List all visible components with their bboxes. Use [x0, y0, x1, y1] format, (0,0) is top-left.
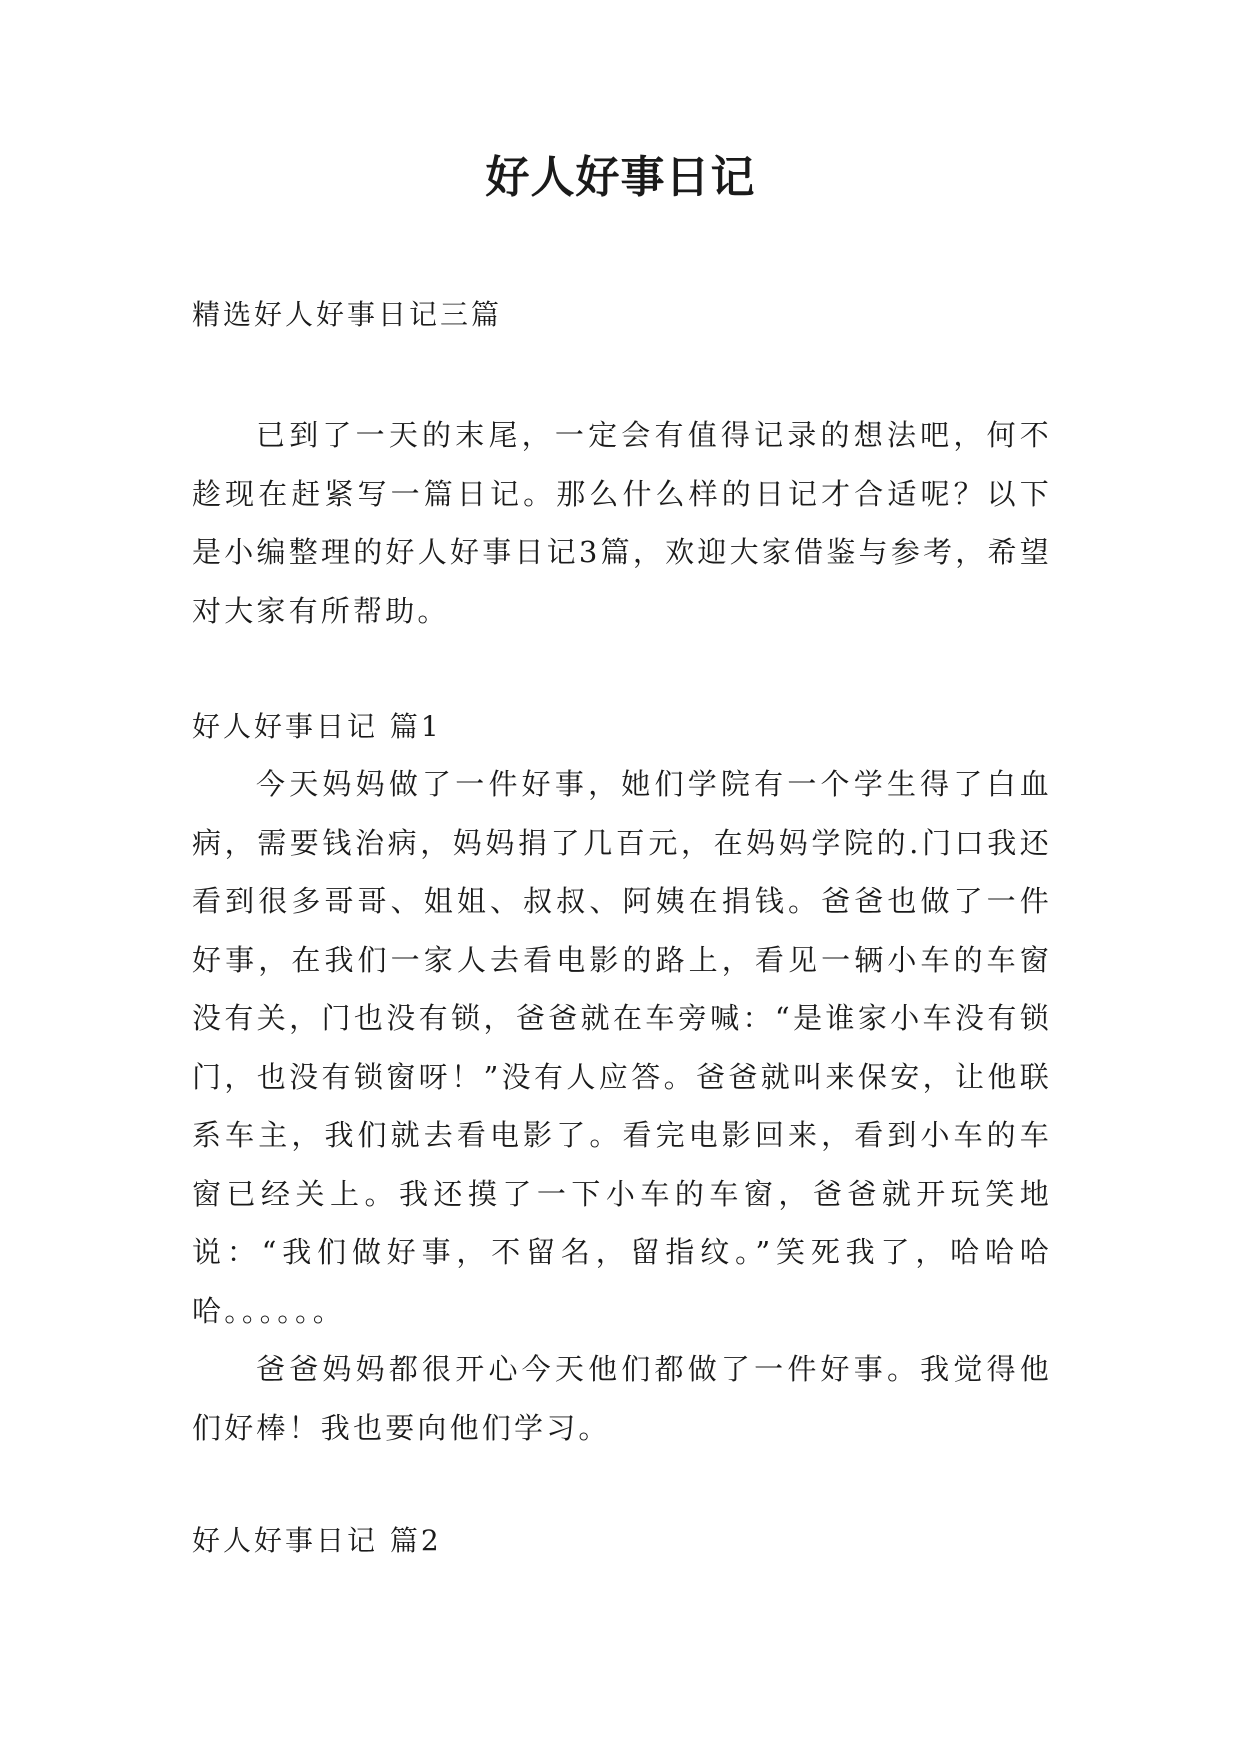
- section-heading-2: 好人好事日记 篇2: [192, 1524, 442, 1557]
- section-1-paragraph-2: 爸爸妈妈都很开心今天他们都做了一件好事。我觉得他们好棒！我也要向他们学习。: [192, 1352, 1052, 1445]
- section-1-paragraph-1: 今天妈妈做了一件好事，她们学院有一个学生得了白血病，需要钱治病，妈妈捐了几百元，在妈妈学院的.门口我还看到很多哥哥、姐姐、叔叔、阿姨在捐钱。爸爸也做了一件好事，在我们一家人去看电影的路上，看见一辆小车的车窗没有关，门也没有锁，爸爸就在车旁喊：“是谁家小车没有锁门，也没有锁窗呀！”没有人应答。爸爸就叫来保安，让他联系车主，我们就去看电影了。看完电影回来，看到小车的车窗已经关上。我还摸了一下小车的车窗，爸爸就开玩笑地说：“我们做好事，不留名，留指纹。”笑死我了，哈哈哈哈。。。。。。: [192, 767, 1052, 1328]
- document-title: 好人好事日记: [485, 152, 756, 203]
- intro-paragraph: 已到了一天的末尾，一定会有值得记录的想法吧，何不趁现在赶紧写一篇日记。那么什么样的日记才合适呢？以下是小编整理的好人好事日记3篇，欢迎大家借鉴与参考，希望对大家有所帮助。: [192, 418, 1052, 628]
- section-heading-1: 好人好事日记 篇1: [192, 710, 442, 743]
- document-subtitle: 精选好人好事日记三篇: [192, 298, 503, 331]
